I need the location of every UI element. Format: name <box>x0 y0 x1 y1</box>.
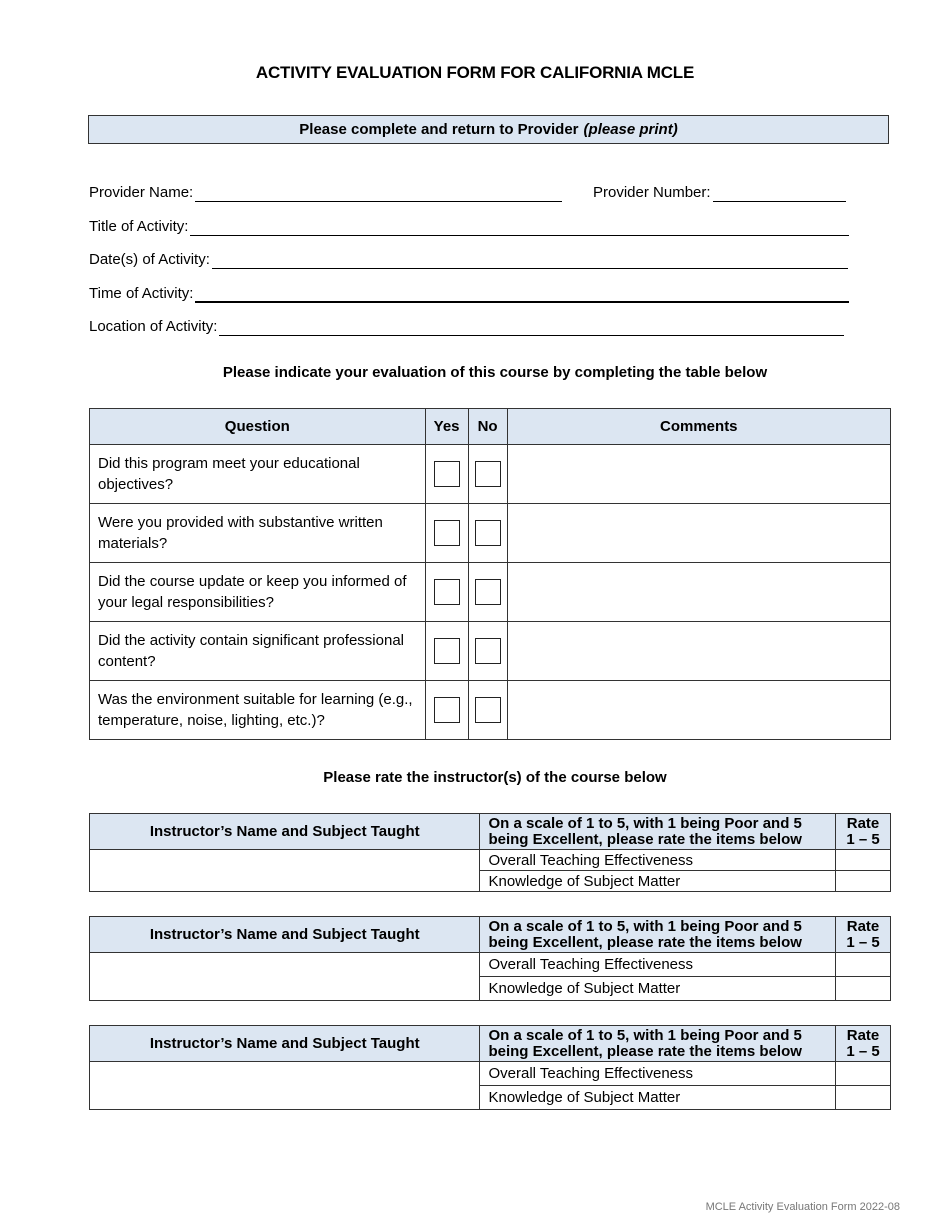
rate-header-line2: 1 – 5 <box>846 830 880 848</box>
evaluation-heading: Please indicate your evaluation of this course by completing the table below <box>222 364 768 381</box>
rating-cell[interactable] <box>836 977 891 1001</box>
instructor-table-1 <box>89 813 891 892</box>
comments-cell[interactable] <box>507 622 890 681</box>
table-row <box>90 445 891 504</box>
question-text: Did the activity contain significant professional content? <box>90 622 426 681</box>
location-field[interactable] <box>89 318 844 336</box>
banner-emphasis: (please print) <box>583 121 678 138</box>
item-label: Overall Teaching Effectiveness <box>480 850 836 871</box>
time-field[interactable] <box>89 285 849 303</box>
no-checkbox[interactable] <box>475 579 501 605</box>
rate-header-line1: Rate <box>846 917 880 935</box>
evaluation-table <box>89 408 891 740</box>
scale-header: On a scale of 1 to 5, with 1 being Poor and 5 being Excellent, please rate the items below <box>480 917 836 953</box>
comments-cell[interactable] <box>507 563 890 622</box>
no-checkbox[interactable] <box>475 638 501 664</box>
item-label: Knowledge of Subject Matter <box>480 977 836 1001</box>
yes-checkbox[interactable] <box>434 638 460 664</box>
provider-name-input[interactable] <box>195 187 562 202</box>
rate-header <box>836 1026 891 1062</box>
instructor-name-header: Instructor’s Name and Subject Taught <box>90 814 480 850</box>
instruction-banner <box>88 115 889 144</box>
title-input[interactable] <box>190 221 849 236</box>
provider-number-field[interactable] <box>593 184 846 202</box>
question-header: Question <box>90 409 426 445</box>
dates-field[interactable] <box>89 251 848 269</box>
rate-header-line1: Rate <box>846 1026 880 1044</box>
yes-checkbox[interactable] <box>434 697 460 723</box>
yes-checkbox[interactable] <box>434 461 460 487</box>
question-text: Was the environment suitable for learning (e.g., temperature, noise, lighting, etc.)? <box>90 681 426 740</box>
yes-checkbox[interactable] <box>434 520 460 546</box>
instructor-name-header: Instructor’s Name and Subject Taught <box>90 917 480 953</box>
comments-cell[interactable] <box>507 445 890 504</box>
item-label: Knowledge of Subject Matter <box>480 871 836 892</box>
no-checkbox[interactable] <box>475 697 501 723</box>
table-row <box>90 563 891 622</box>
rating-cell[interactable] <box>836 953 891 977</box>
table-row <box>90 681 891 740</box>
rating-cell[interactable] <box>836 850 891 871</box>
item-label: Overall Teaching Effectiveness <box>480 953 836 977</box>
no-checkbox[interactable] <box>475 520 501 546</box>
rating-cell[interactable] <box>836 1062 891 1086</box>
dates-label: Date(s) of Activity: <box>89 251 210 268</box>
table-row <box>90 622 891 681</box>
time-label: Time of Activity: <box>89 285 194 302</box>
no-header: No <box>468 409 507 445</box>
time-input[interactable] <box>195 287 849 303</box>
footer-text: MCLE Activity Evaluation Form 2022-08 <box>705 1201 900 1213</box>
comments-cell[interactable] <box>507 504 890 563</box>
provider-name-label: Provider Name: <box>89 184 194 201</box>
yes-header: Yes <box>425 409 468 445</box>
item-label: Knowledge of Subject Matter <box>480 1086 836 1110</box>
scale-header: On a scale of 1 to 5, with 1 being Poor and 5 being Excellent, please rate the items below <box>480 814 836 850</box>
rate-header-line2: 1 – 5 <box>846 1042 880 1060</box>
dates-input[interactable] <box>212 254 848 269</box>
rating-cell[interactable] <box>836 871 891 892</box>
instructor-name-cell[interactable] <box>90 850 480 892</box>
comments-header: Comments <box>507 409 890 445</box>
form-title: ACTIVITY EVALUATION FORM FOR CALIFORNIA MCLE <box>255 63 695 82</box>
rate-header-line1: Rate <box>846 814 880 832</box>
item-label: Overall Teaching Effectiveness <box>480 1062 836 1086</box>
instructor-heading: Please rate the instructor(s) of the course below <box>323 769 667 786</box>
rate-header <box>836 814 891 850</box>
provider-number-label: Provider Number: <box>593 184 711 201</box>
scale-header: On a scale of 1 to 5, with 1 being Poor and 5 being Excellent, please rate the items below <box>480 1026 836 1062</box>
banner-text: Please complete and return to Provider <box>299 121 579 138</box>
location-input[interactable] <box>219 321 844 336</box>
rate-header-line2: 1 – 5 <box>846 933 880 951</box>
instructor-table-2 <box>89 916 891 1001</box>
instructor-name-cell[interactable] <box>90 1062 480 1110</box>
rating-cell[interactable] <box>836 1086 891 1110</box>
question-text: Did the course update or keep you informed of your legal responsibilities? <box>90 563 426 622</box>
title-field[interactable] <box>89 218 849 236</box>
instructor-name-header: Instructor’s Name and Subject Taught <box>90 1026 480 1062</box>
title-label: Title of Activity: <box>89 218 189 235</box>
provider-name-field[interactable] <box>89 184 562 202</box>
instructor-name-cell[interactable] <box>90 953 480 1001</box>
location-label: Location of Activity: <box>89 318 218 335</box>
question-text: Were you provided with substantive written materials? <box>90 504 426 563</box>
question-text: Did this program meet your educational objectives? <box>90 445 426 504</box>
table-row <box>90 504 891 563</box>
rate-header <box>836 917 891 953</box>
comments-cell[interactable] <box>507 681 890 740</box>
no-checkbox[interactable] <box>475 461 501 487</box>
yes-checkbox[interactable] <box>434 579 460 605</box>
provider-number-input[interactable] <box>713 187 846 202</box>
instructor-table-3 <box>89 1025 891 1110</box>
